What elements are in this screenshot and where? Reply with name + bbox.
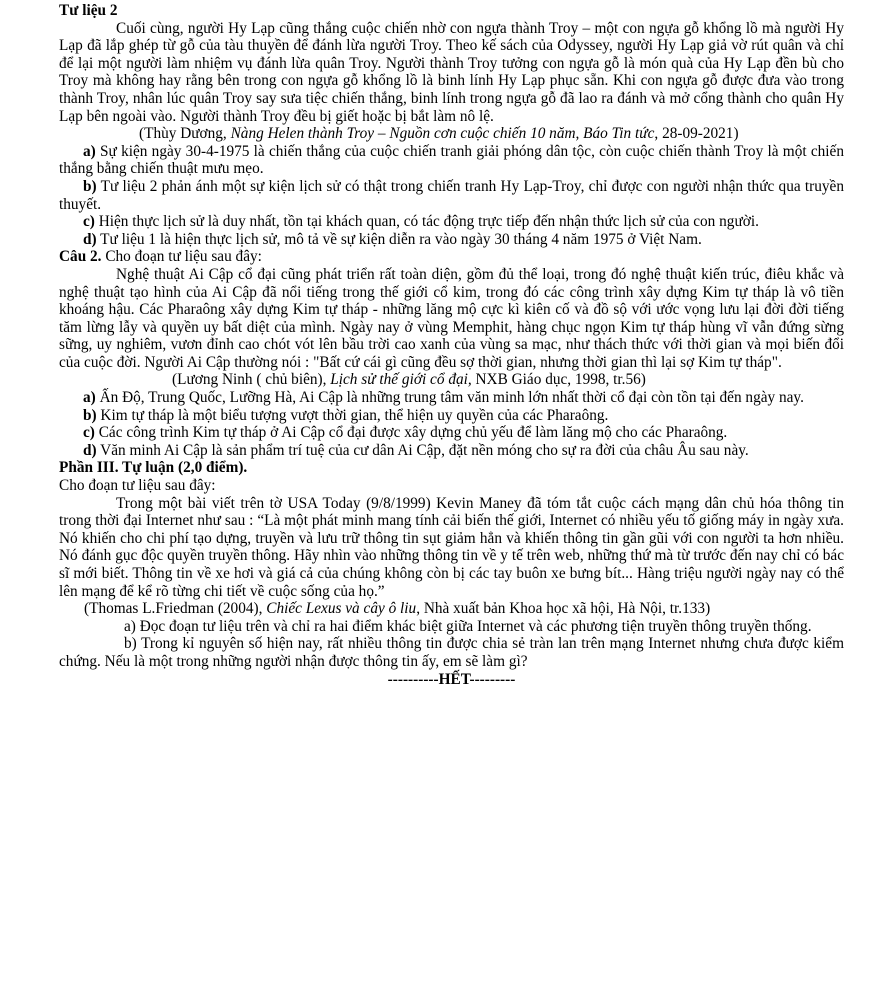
phan-3-paragraph: Trong một bài viết trên tờ USA Today (9/8/1999) Kevin Maney đã tóm tắt cuộc cách mạng dân chủ hóa thông tin trong thời đại Internet như sau : “Là một phát minh mang tính cải biến thế giới, Internet có nhiều yếu tố giống máy in ngày xưa. Nó khiến cho chi phí tạo dựng, truyền và lưu trữ thông tin sụt giảm hẳn và khiến thông tin gần gũi với con người ta hơn nhiều. Nó đánh gục độc quyền truyền thông. Hãy nhìn vào những thông tin về y tế trên web, những thứ mà từ trước đến nay chỉ có bác sĩ mới biết. Thông tin về xe hơi và giá cả của chúng không còn bị các tay buôn xe bưng bít... Hàng triệu người ngày nay có thể lên mạng để kể rõ từng chi tiết về cuộc sống của họ.” <box>59 494 844 600</box>
cau-2-heading: Câu 2. Cho đoạn tư liệu sau đây: <box>59 248 262 266</box>
tu-lieu-2-option-b: b) Tư liệu 2 phản ánh một sự kiện lịch sử có thật trong chiến tranh Hy Lạp-Troy, chỉ được con người nhận thức qua truyền thuyết. <box>59 177 844 213</box>
cau-2-option-c: c) Các công trình Kim tự tháp ở Ai Cập cổ đại được xây dựng chủ yếu để làm lăng mộ cho các Pharaông. <box>83 424 728 442</box>
cau-2-option-b: b) Kim tự tháp là một biểu tượng vượt thời gian, thể hiện uy quyền của các Pharaông. <box>83 406 609 424</box>
tu-lieu-2-option-c: c) Hiện thực lịch sử là duy nhất, tồn tại khách quan, có tác động trực tiếp đến nhận thức lịch sử của con người. <box>83 213 759 231</box>
phan-3-source: (Thomas L.Friedman (2004), Chiếc Lexus và cây ô liu, Nhà xuất bản Khoa học xã hội, Hà Nội, tr.133) <box>84 600 711 618</box>
cau-2-option-d: d) Văn minh Ai Cập là sản phẩm trí tuệ của cư dân Ai Cập, đặt nền móng cho sự ra đời của châu Âu sau này. <box>83 441 749 459</box>
tu-lieu-2-paragraph: Cuối cùng, người Hy Lạp cũng thắng cuộc chiến nhờ con ngựa thành Troy – một con ngựa gỗ khổng lồ mà người Hy Lạp đã lắp ghép từ gỗ của tàu thuyền để đánh lừa người Troy. Theo kế sách của Odyssey, người Hy Lạp giả vờ rút quân và chỉ để lại một người làm nhiệm vụ đánh lừa quân Troy. Người thành Troy tưởng con ngựa gỗ là món quà của Hy Lạp đền bù cho Troy mà không hay rằng bên trong con ngựa gỗ khổng lồ là binh lính Hy Lạp phục sẵn. Khi con ngựa gỗ được đưa vào trong thành Troy, nhân lúc quân Troy say sưa tiệc chiến thắng, binh lính trong ngựa gỗ đã lao ra đánh và mở cổng thành cho quân Hy Lạp bên ngoài vào. Người thành Troy đều bị giết hoặc bị bắt làm nô lệ. <box>59 19 844 125</box>
phan-3-heading: Phần III. Tự luận (2,0 điểm). <box>59 459 248 477</box>
cau-2-paragraph: Nghệ thuật Ai Cập cổ đại cũng phát triển rất toàn diện, gồm đủ thể loại, trong đó nghệ thuật kiến trúc, điêu khắc và nghệ thuật tạo hình của Ai Cập đã nổi tiếng trong thế giới cổ kim, trong đó các công trình xây dựng Kim tự tháp là vô tiền khoáng hậu. Các Pharaông xây dựng Kim tự tháp - những lăng mộ cực kì kiên cố và đồ sộ với ước vọng lưu lại đời đời tiếng tăm lừng lẫy và quyền uy bất diệt của mình. Ngày nay ở vùng Memphit, hàng chục ngọn Kim tự tháp hùng vĩ vẫn đứng sừng sững, uy nghiêm, vươn đỉnh cao chót vót lên bầu trời cao xanh của vùng sa mạc, như thách thức với thời gian và mọi biến đổi của cuộc đời. Người Ai Cập thường nói : "Bất cứ cái gì cũng đều sợ thời gian, nhưng thời gian thì lại sợ Kim tự tháp". <box>59 265 844 371</box>
end-mark: ----------HẾT--------- <box>387 670 516 688</box>
cau-2-option-a: a) Ấn Độ, Trung Quốc, Lưỡng Hà, Ai Cập là những trung tâm văn minh lớn nhất thời cổ đại còn tồn tại đến ngày nay. <box>83 389 804 407</box>
phan-3-prompt: Cho đoạn tư liệu sau đây: <box>59 477 216 495</box>
cau-2-source: (Lương Ninh ( chủ biên), Lịch sử thế giới cổ đại, NXB Giáo dục, 1998, tr.56) <box>172 371 646 389</box>
phan-3-question-b: b) Trong kỉ nguyên số hiện nay, rất nhiều thông tin được chia sẻ tràn lan trên mạng Internet nhưng chưa được kiểm chứng. Nếu là một trong những người nhận được thông tin ấy, em sẽ làm gì? <box>59 635 844 670</box>
tu-lieu-2-option-d: d) Tư liệu 1 là hiện thực lịch sử, mô tả về sự kiện diễn ra vào ngày 30 tháng 4 năm 1975 ở Việt Nam. <box>83 230 702 248</box>
tu-lieu-2-option-a: a) Sự kiện ngày 30-4-1975 là chiến thắng của cuộc chiến tranh giải phóng dân tộc, còn cuộc chiến thành Troy là một chiến thắng bằng chiến thuật mưu mẹo. <box>59 142 844 178</box>
tu-lieu-2-heading: Tư liệu 2 <box>59 2 118 19</box>
tu-lieu-2-source: (Thùy Dương, Nàng Helen thành Troy – Nguồn cơn cuộc chiến 10 năm, Báo Tin tức, 28-09-2021) <box>139 125 739 143</box>
phan-3-question-a: a) Đọc đoạn tư liệu trên và chỉ ra hai điểm khác biệt giữa Internet và các phương tiện truyền thông truyền thống. <box>124 617 812 635</box>
